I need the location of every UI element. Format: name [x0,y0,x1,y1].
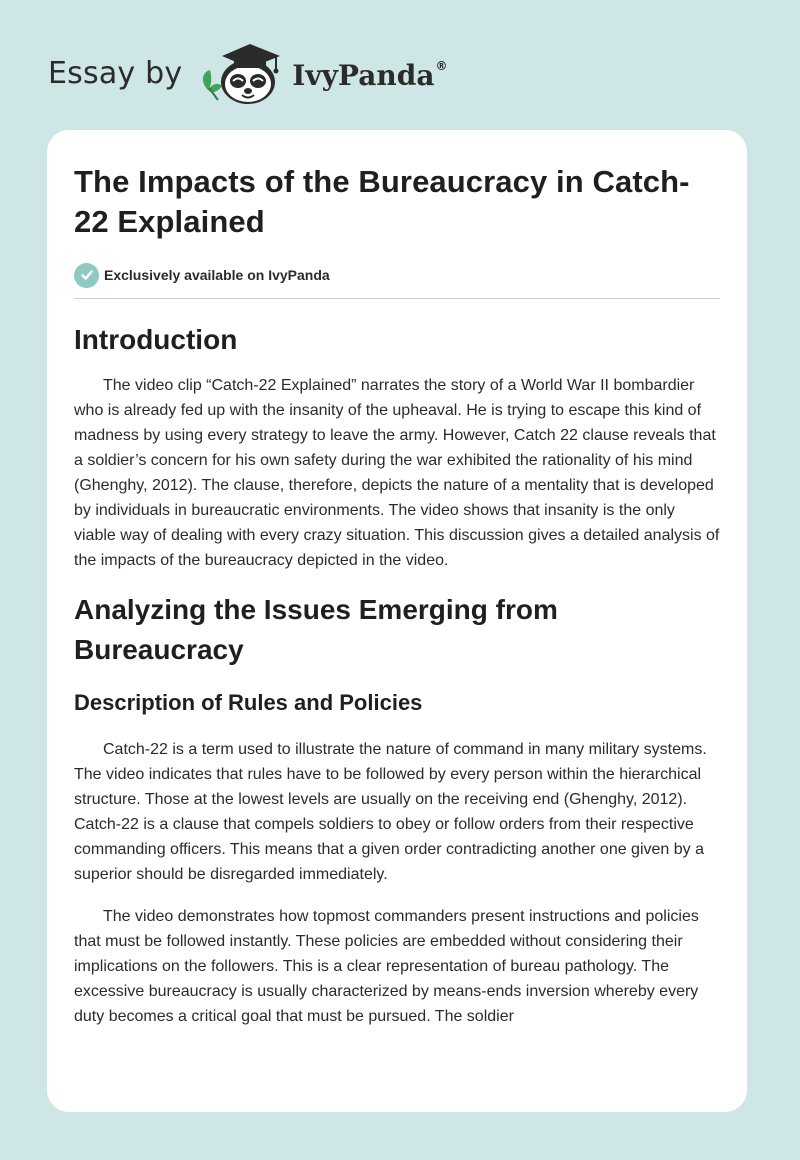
registered-mark: ® [435,59,448,74]
exclusive-label: Exclusively available on IvyPanda [104,267,330,283]
brand-name [292,59,447,92]
section-heading-analyzing: Analyzing the Issues Emerging from Bureaucracy [74,594,558,665]
essay-by-label: Essay by [48,55,183,91]
site-header [48,38,447,108]
check-circle-icon [74,263,99,288]
section-heading-introduction: Introduction [74,324,238,355]
exclusive-badge [74,262,720,288]
paragraph-introduction: The video clip “Catch-22 Explained” narrates the story of a World War II bombardier who is already fed up with the insanity of the upheaval. He is trying to escape this kind of madness by using every strategy to leave the army. However, Catch 22 clause reveals that a soldier’s concern for his own safety during the war exhibited the rationality of his mind (Ghenghy, 2012). The clause, therefore, depicts the nature of a mentality that is developed by individuals in bureaucratic environments. The video shows that insanity is the only viable way of dealing with every crazy situation. This discussion gives a detailed analysis of the impacts of the bureaucracy depicted in the video. [74,377,720,569]
essay-title: The Impacts of the Bureaucracy in Catch-22 Explained [74,164,690,239]
brand-text: IvyPanda [292,58,435,92]
paragraph-rules-1: Catch-22 is a term used to illustrate the nature of command in many military systems. The video indicates that rules have to be followed by every person within the hierarchical structure. Those at the lowest levels are usually on the receiving end (Ghenghy, 2012). Catch-22 is a clause that compels soldiers to obey or follow orders from their respective commanding officers. This means that a given order contradicting another one given by a superior should be disregarded immediately. [74,741,707,883]
subsection-heading-rules: Description of Rules and Policies [74,690,423,715]
title-divider [74,298,720,299]
panda-graduate-icon [196,38,288,108]
essay-card [47,130,747,1112]
paragraph-rules-2: The video demonstrates how topmost commanders present instructions and policies that must be followed instantly. These policies are embedded without considering their implications on the followers. This is a clear representation of bureau pathology. The excessive bureaucracy is usually characterized by means-ends inversion whereby every duty becomes a critical goal that must be pursued. The soldier [74,908,699,1025]
